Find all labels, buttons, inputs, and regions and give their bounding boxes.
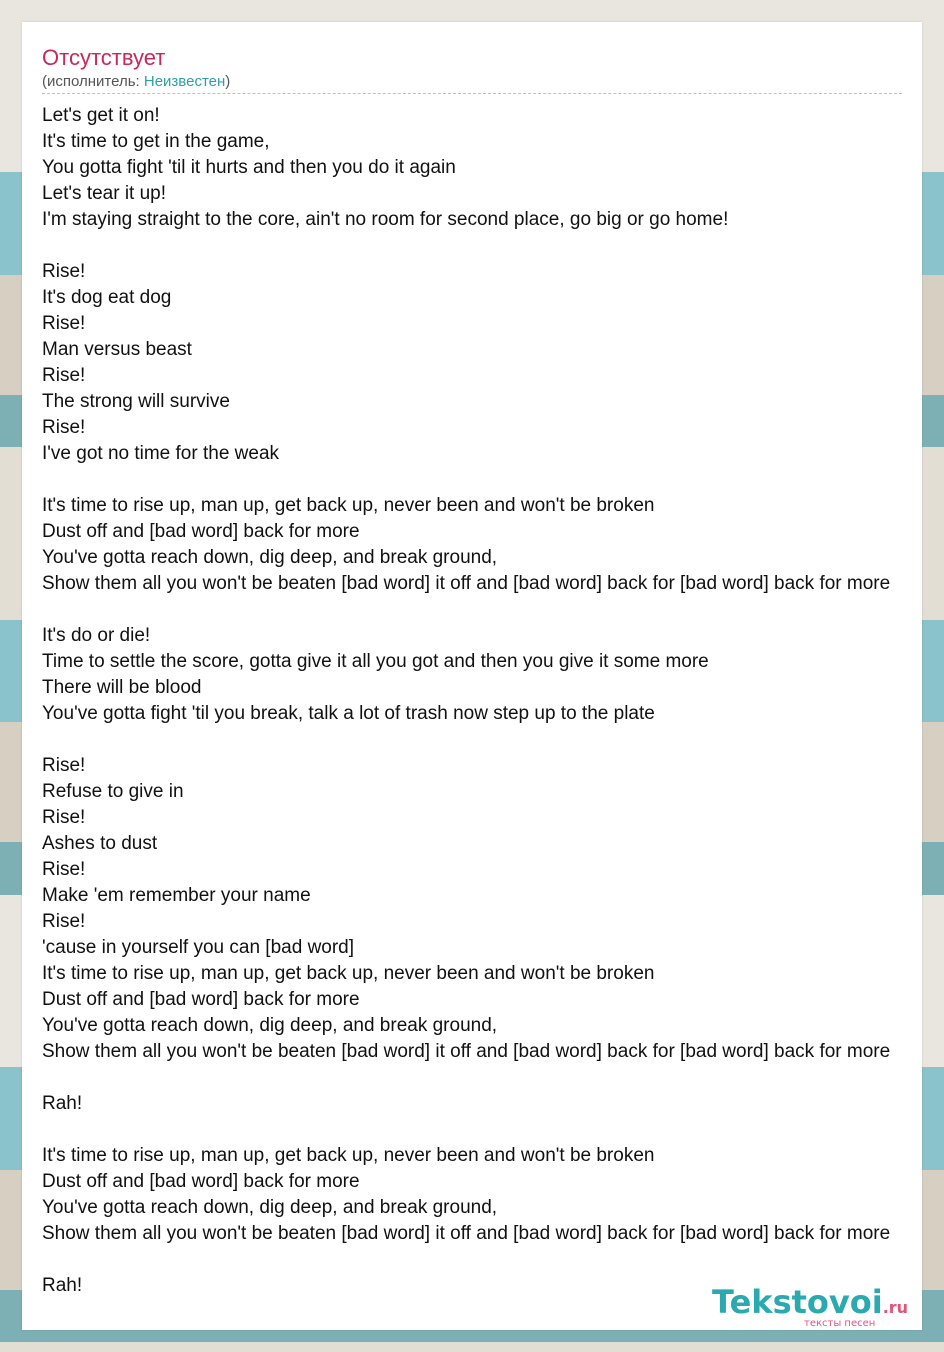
artist-prefix: (исполнитель: (42, 73, 144, 90)
lyric-line: Dust off and [bad word] back for more (42, 989, 360, 1010)
artist-line (42, 73, 230, 91)
title-divider (42, 93, 902, 94)
lyric-line (42, 467, 922, 493)
artist-link[interactable]: Неизвестен (143, 73, 226, 90)
lyric-line: Refuse to give in (42, 781, 184, 802)
lyric-line: Rise! (42, 261, 86, 282)
lyric-line: Time to settle the score, gotta give it all you got and then you give it some more (42, 651, 709, 672)
lyric-line: 'cause in yourself you can [bad word] (42, 937, 355, 958)
lyric-line: You've gotta fight 'til you break, talk a lot of trash now step up to the plate (42, 703, 655, 724)
lyric-line: Show them all you won't be beaten [bad word] it off and [bad word] back for [bad word] back for more (42, 1041, 891, 1062)
song-title: Отсутствует (42, 45, 166, 70)
lyric-line: It's time to rise up, man up, get back up, never been and won't be broken (42, 1145, 655, 1166)
lyric-line: Let's get it on! (42, 105, 160, 126)
lyric-line: Rise! (42, 859, 86, 880)
lyric-line: I've got no time for the weak (42, 443, 280, 464)
lyric-line: Ashes to dust (42, 833, 158, 854)
lyric-line: Rise! (42, 365, 86, 386)
lyric-line (42, 597, 922, 623)
lyric-line: You gotta fight 'til it hurts and then you do it again (42, 157, 456, 178)
lyric-line: Show them all you won't be beaten [bad word] it off and [bad word] back for [bad word] back for more (42, 1223, 891, 1244)
lyric-line: Rah! (42, 1275, 83, 1296)
lyric-line: Rah! (42, 1093, 83, 1114)
logo-tagline: тексты песен (804, 1318, 876, 1329)
lyric-line: I'm staying straight to the core, ain't no room for second place, go big or go home! (42, 209, 729, 230)
lyric-line (42, 233, 922, 259)
lyric-line: Make 'em remember your name (42, 885, 311, 906)
lyric-line: It's time to get in the game, (42, 131, 270, 152)
lyric-line: It's dog eat dog (42, 287, 172, 308)
lyric-line (42, 727, 922, 753)
lyric-line: Rise! (42, 911, 86, 932)
lyric-line: You've gotta reach down, dig deep, and break ground, (42, 1015, 498, 1036)
logo-text: Tekstovoi (712, 1283, 883, 1321)
lyric-line: Dust off and [bad word] back for more (42, 1171, 360, 1192)
lyric-line: The strong will survive (42, 391, 230, 412)
lyric-line: You've gotta reach down, dig deep, and break ground, (42, 547, 498, 568)
artist-suffix: ) (225, 73, 231, 90)
lyric-line: Rise! (42, 313, 86, 334)
lyric-line: Rise! (42, 755, 86, 776)
lyrics-card (22, 22, 922, 1330)
lyric-line: Let's tear it up! (42, 183, 167, 204)
lyric-line: There will be blood (42, 677, 202, 698)
lyric-line: It's time to rise up, man up, get back up, never been and won't be broken (42, 495, 655, 516)
lyric-line: Man versus beast (42, 339, 192, 360)
lyric-line (42, 1247, 922, 1273)
lyrics-body (42, 103, 922, 1299)
lyric-line: It's time to rise up, man up, get back up, never been and won't be broken (42, 963, 655, 984)
lyric-line: You've gotta reach down, dig deep, and break ground, (42, 1197, 498, 1218)
lyric-line: Show them all you won't be beaten [bad word] it off and [bad word] back for [bad word] back for more (42, 573, 891, 594)
lyric-line: Dust off and [bad word] back for more (42, 521, 360, 542)
lyric-line: Rise! (42, 417, 86, 438)
lyric-line (42, 1117, 922, 1143)
lyric-line: It's do or die! (42, 625, 151, 646)
lyric-line: Rise! (42, 807, 86, 828)
logo-tld: .ru (882, 1298, 909, 1317)
lyric-line (42, 1065, 922, 1091)
